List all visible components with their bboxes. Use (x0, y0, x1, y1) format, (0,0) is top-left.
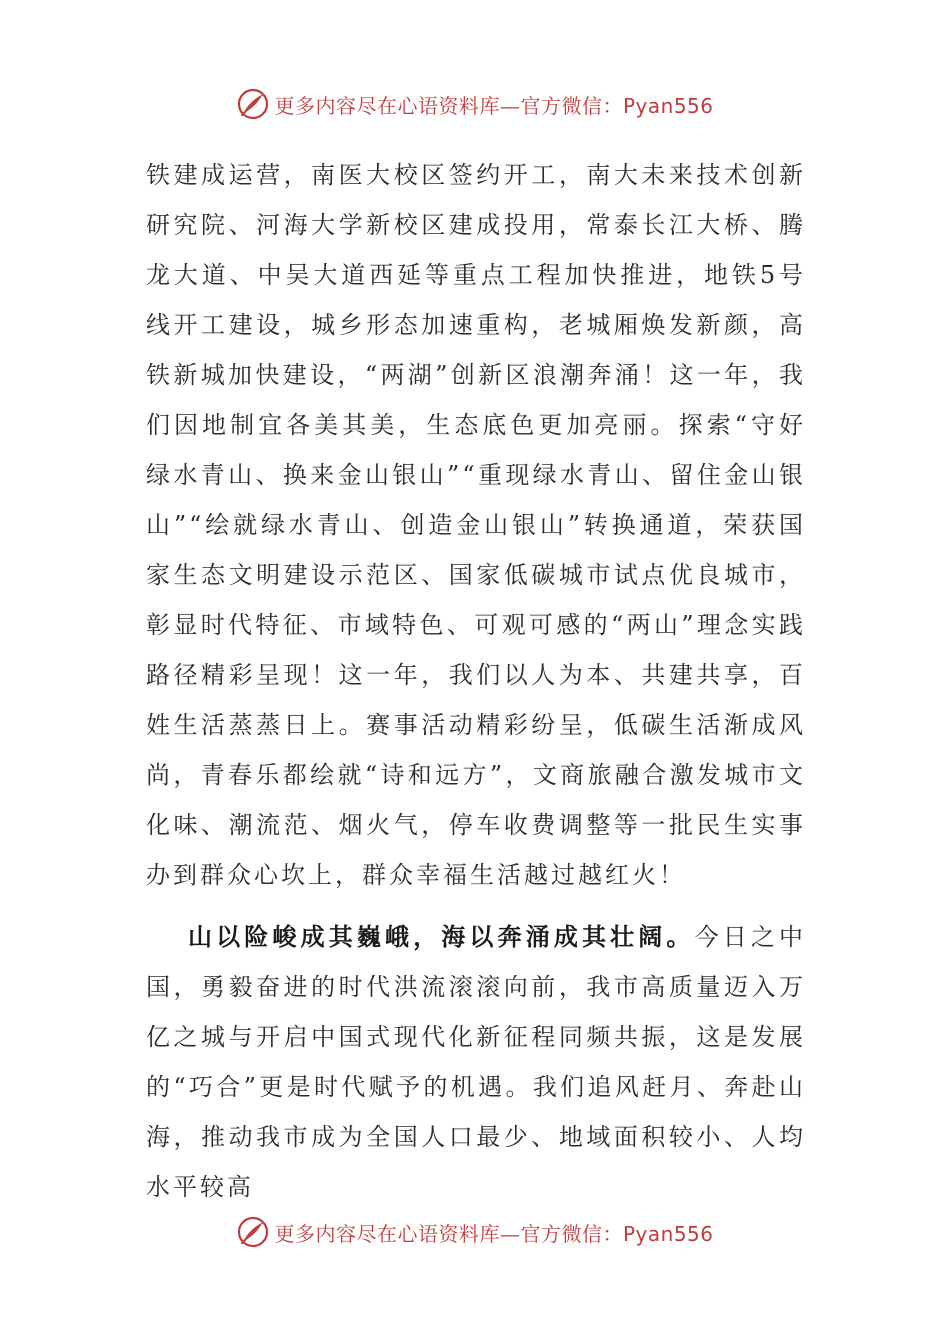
paragraph-lead-body: 今日之中国，勇毅奋进的时代洪流滚滚向前，我市高质量迈入万亿之城与开启中国式现代化新征程同频共振，这是发展的“巧合”更是时代赋予的机遇。我们追风赶月、奔赴山海，推动我市成为全国人口最少、地域面积较小、人均水平较高 (146, 923, 807, 1201)
quill-logo-icon (236, 87, 270, 121)
document-body (146, 150, 806, 1212)
footer-banner (0, 1212, 950, 1252)
paragraph-lead-sentence: 山以险峻成其巍峨，海以奔涌成其壮阔。 (188, 922, 695, 951)
footer-banner-text: 更多内容尽在心语资料库—官方微信：Pyan556 (274, 1221, 714, 1246)
footer-wechat-id: Pyan556 (622, 1221, 714, 1246)
header-wechat-id: Pyan556 (622, 93, 714, 118)
header-banner (0, 84, 950, 124)
paragraph-continued: 铁建成运营，南医大校区签约开工，南大未来技术创新研究院、河海大学新校区建成投用，常泰长江大桥、腾龙大道、中吴大道西延等重点工程加快推进，地铁5号线开工建设，城乡形态加速重构，老城厢焕发新颜，高铁新城加快建设，“两湖”创新区浪潮奔涌！这一年，我们因地制宜各美其美，生态底色更加亮丽。探索“守好绿水青山、换来金山银山”“重现绿水青山、留住金山银山”“绘就绿水青山、创造金山银山”转换通道，荣获国家生态文明建设示范区、国家低碳城市试点优良城市，彰显时代特征、市域特色、可观可感的“两山”理念实践路径精彩呈现！这一年，我们以人为本、共建共享，百姓生活蒸蒸日上。赛事活动精彩纷呈，低碳生活渐成风尚，青春乐都绘就“诗和远方”，文商旅融合激发城市文化味、潮流范、烟火气，停车收费调整等一批民生实事办到群众心坎上，群众幸福生活越过越红火！ (146, 161, 806, 889)
header-banner-text: 更多内容尽在心语资料库—官方微信：Pyan556 (274, 93, 714, 118)
paragraph-lead (146, 912, 806, 1212)
quill-logo-icon (236, 1215, 270, 1249)
